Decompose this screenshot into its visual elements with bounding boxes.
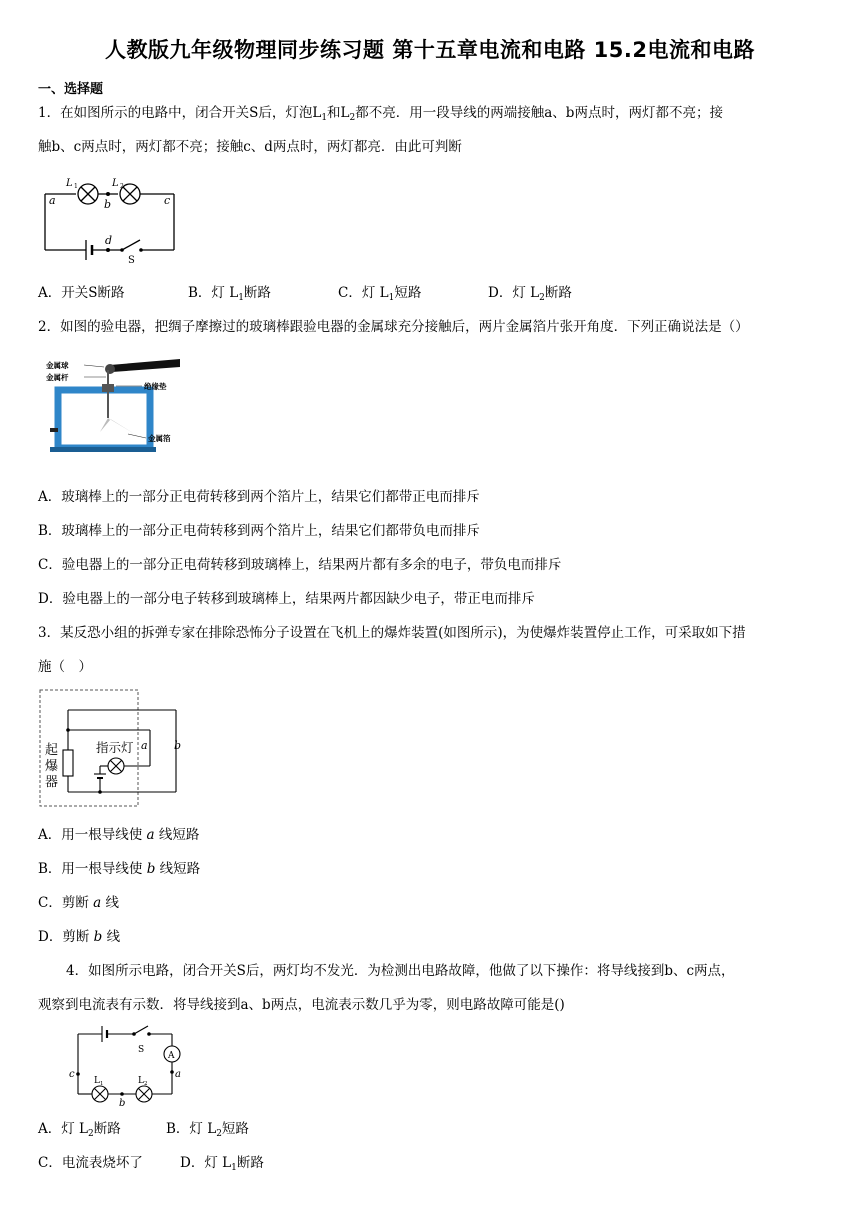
label-indicator-lamp: 指示灯: [96, 740, 134, 755]
label-switch-s: S: [138, 1045, 145, 1055]
q4-option-b: B．灯 $L_2$短路: [166, 1121, 249, 1139]
q2-option-d: D．验电器上的一部分电子转移到玻璃棒上，结果两片都因缺少电子，带正电而排斥: [38, 591, 535, 607]
question-4-text: 4．如图所示电路，闭合开关S后，两灯均不发光．为检测出电路故障，他做了以下操作：将导线接到b、c两点，: [66, 963, 735, 979]
q4-option-a: A．灯 $L_2$断路: [38, 1121, 121, 1139]
label-b: b: [104, 198, 112, 211]
question-3-text: 3．某反恐小组的拆弹专家在排除恐怖分子设置在飞机上的爆炸装置(如图所示)，为使爆炸装置停止工作，可采取如下措: [38, 625, 746, 641]
label-l2: L: [138, 1076, 144, 1086]
q2-option-c: C．验电器上的一部分正电荷转移到玻璃棒上，结果两片都有多余的电子，带负电而排斥: [38, 557, 562, 573]
question-4-options-row2: [38, 1146, 264, 1180]
q2-option-a: A．玻璃棒上的一部分正电荷转移到两个箔片上，结果它们都带正电而排斥: [38, 489, 480, 505]
question-4-text-line2: 观察到电流表有示数．将导线接到a、b两点，电流表示数几乎为零，则电路故障可能是(): [38, 997, 565, 1013]
question-3-bomb-circuit-figure: [38, 688, 188, 810]
label-d: d: [105, 234, 113, 247]
q3-option-a: A．用一根导线使 a 线短路: [38, 827, 200, 843]
q3-option-c: C．剪断 a 线: [38, 895, 119, 911]
label-l1: L: [66, 178, 73, 189]
label-bao: 爆: [45, 759, 59, 774]
label-qi: 起: [45, 743, 59, 758]
label-metal-ball: 金属球: [46, 361, 69, 370]
q1-option-a: A．开关S断路: [38, 285, 125, 301]
svg-text:1: 1: [74, 183, 78, 190]
question-1-text: 1．在如图所示的电路中，闭合开关S后，灯泡$L_1$和$L_2$都不亮．用一段导线的两端接触a、b两点时，两灯都不亮；接: [38, 105, 723, 123]
question-1-options: [38, 276, 572, 310]
label-wire-a: a: [141, 739, 148, 752]
label-metal-foil: 金属箔: [148, 434, 171, 443]
label-a: a: [49, 194, 56, 207]
q3-option-b: B．用一根导线使 b 线短路: [38, 861, 201, 877]
q1-option-b: B．灯 $L_1$断路: [188, 285, 271, 303]
label-c: c: [164, 194, 171, 207]
question-4-options-row1: [38, 1112, 249, 1148]
label-ammeter-a: A: [168, 1051, 175, 1061]
page-title: 人教版九年级物理同步练习题 第十五章电流和电路 15.2电流和电路: [105, 38, 755, 62]
svg-text:2: 2: [144, 1081, 148, 1087]
svg-text:2: 2: [120, 183, 124, 190]
label-wire-b: b: [174, 739, 182, 752]
section-heading: 一、选择题: [38, 82, 104, 97]
label-a: a: [175, 1069, 181, 1080]
q3-option-d: D．剪断 b 线: [38, 929, 121, 945]
question-1-circuit-figure: [40, 172, 182, 266]
q1-option-d: D．灯 $L_2$断路: [488, 285, 572, 303]
q1-option-c: C．灯 $L_1$短路: [338, 285, 422, 303]
label-insulating-pad: 绝缘垫: [144, 382, 167, 391]
question-2-text: 2．如图的验电器，把绸子摩擦过的玻璃棒跟验电器的金属球充分接触后，两片金属箔片张开角度．下列正确说法是（）: [38, 319, 749, 335]
label-b: b: [119, 1098, 126, 1108]
q4-option-d: D．灯 $L_1$断路: [180, 1155, 264, 1173]
svg-text:1: 1: [100, 1081, 104, 1087]
question-4-circuit-figure: [60, 1022, 190, 1108]
label-qi2: 器: [45, 775, 59, 790]
question-3-text-line2: 施（ ）: [38, 659, 92, 675]
label-switch-s: S: [128, 255, 135, 266]
label-metal-rod: 金属杆: [46, 373, 69, 382]
q4-option-c: C．电流表烧坏了: [38, 1155, 143, 1171]
label-l1: L: [94, 1076, 100, 1086]
label-l2: L: [112, 178, 119, 189]
label-c: c: [69, 1069, 75, 1080]
question-1-text-line2: 触b、c两点时，两灯都不亮；接触c、d两点时，两灯都亮．由此可判断: [38, 139, 462, 155]
q2-option-b: B．玻璃棒上的一部分正电荷转移到两个箔片上，结果它们都带负电而排斥: [38, 523, 480, 539]
question-2-electroscope-figure: [46, 358, 186, 454]
